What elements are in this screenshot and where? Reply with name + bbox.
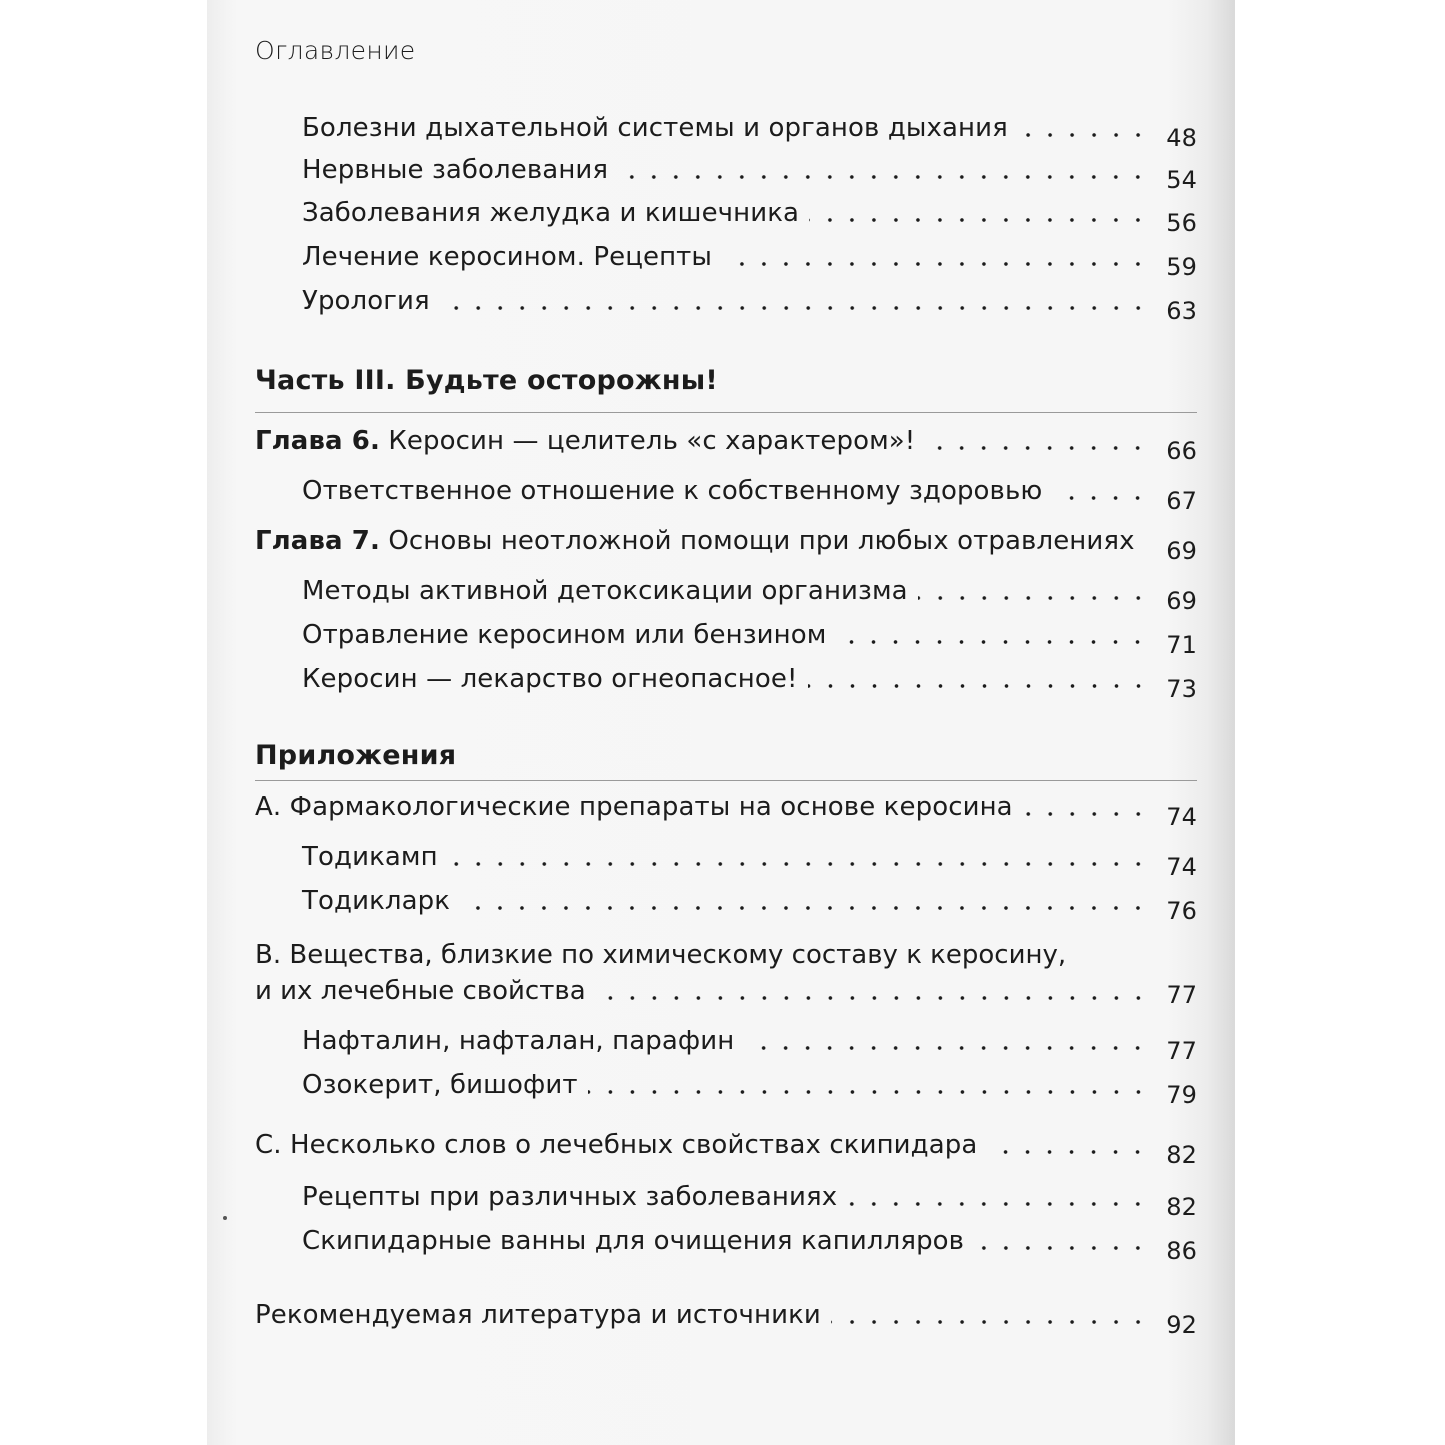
dot-leader [440, 306, 1149, 310]
dot-leader [596, 996, 1149, 1000]
toc-entry-title: Керосин — лекарство огнеопасное! [302, 664, 798, 694]
toc-entry-title: Скипидарные ванны для очищения капилляров [302, 1226, 965, 1256]
toc-entry-title: Тодикларк [302, 886, 451, 916]
toc-entry[interactable] [302, 576, 1197, 615]
dot-leader [1145, 546, 1149, 550]
toc-entry-appendix-a[interactable] [255, 792, 1197, 831]
toc-entry-title: А. Фармакологические препараты на основе керосина [255, 792, 1013, 822]
toc-entry[interactable] [302, 842, 1197, 881]
toc-page-number: 63 [1166, 297, 1197, 325]
chapter-label: Глава 7. [255, 526, 380, 556]
toc-entry[interactable] [302, 113, 1197, 152]
toc-entry[interactable] [302, 242, 1197, 281]
toc-entry-title: Заболевания желудка и кишечника [302, 198, 800, 228]
toc-page-number: 76 [1166, 897, 1197, 925]
toc-entry-title: Озокерит, бишофит [302, 1070, 578, 1100]
dot-leader [836, 640, 1149, 644]
toc-page-number: 82 [1166, 1193, 1197, 1221]
toc-page-number: 54 [1166, 166, 1197, 194]
toc-page-number: 77 [1166, 1037, 1197, 1065]
toc-page-number: 59 [1166, 253, 1197, 281]
toc-page-number: 71 [1166, 631, 1197, 659]
toc-entry[interactable] [302, 1026, 1197, 1065]
toc-entry-title: Болезни дыхательной системы и органов дыхания [302, 113, 1008, 143]
toc-entry[interactable] [302, 1226, 1197, 1265]
dot-leader [448, 862, 1149, 866]
dot-leader [1052, 496, 1149, 500]
chapter-title: Основы неотложной помощи при любых отравлениях [379, 526, 1135, 556]
toc-entry-title: Рецепты при различных заболеваниях [302, 1182, 838, 1212]
toc-entry-chapter-7[interactable] [255, 526, 1197, 565]
paper-speck [223, 1216, 227, 1220]
toc-entry-title: Тодикамп [302, 842, 438, 872]
dot-leader [722, 262, 1149, 266]
toc-entry-title: Урология [302, 286, 430, 316]
toc-entry-title-line1: В. Вещества, близкие по химическому составу к керосину, [255, 940, 1067, 970]
dot-leader [744, 1046, 1149, 1050]
toc-page-number: 79 [1166, 1081, 1197, 1109]
toc-entry-chapter-6[interactable] [255, 426, 1197, 465]
dot-leader [831, 1320, 1149, 1324]
toc-page-number: 69 [1166, 537, 1197, 565]
toc-page-number: 92 [1166, 1311, 1197, 1339]
dot-leader [1023, 812, 1149, 816]
toc-entry-references[interactable] [255, 1300, 1197, 1339]
dot-leader [460, 906, 1149, 910]
running-head: Оглавление [255, 36, 416, 65]
toc-entry-title [255, 426, 915, 456]
toc-page-number: 67 [1166, 487, 1197, 515]
toc-entry[interactable] [302, 664, 1197, 703]
toc-entry-title: С. Несколько слов о лечебных свойствах скипидара [255, 1130, 978, 1160]
toc-page-number: 74 [1166, 853, 1197, 881]
toc-entry-appendix-c[interactable] [255, 1130, 1197, 1169]
dot-leader [987, 1150, 1149, 1154]
dot-leader [809, 218, 1149, 222]
chapter-title: Керосин — целитель «с характером»! [379, 426, 916, 456]
dot-leader [974, 1246, 1149, 1250]
toc-page-number: 56 [1166, 209, 1197, 237]
toc-page-number: 82 [1166, 1141, 1197, 1169]
divider [255, 412, 1197, 413]
appendix-heading: Приложения [255, 740, 457, 771]
toc-page-number: 74 [1166, 803, 1197, 831]
toc-entry[interactable] [302, 1070, 1197, 1109]
toc-page-number: 73 [1166, 675, 1197, 703]
toc-page-number: 66 [1166, 437, 1197, 465]
toc-entry-title: Нервные заболевания [302, 155, 609, 185]
dot-leader [847, 1202, 1149, 1206]
toc-page-number: 69 [1166, 587, 1197, 615]
toc-entry[interactable] [302, 198, 1197, 237]
toc-entry-title: Отравление керосином или бензином [302, 620, 827, 650]
toc-entry[interactable] [302, 476, 1197, 515]
toc-page-number: 77 [1166, 981, 1197, 1009]
toc-entry-title: Нафталин, нафталан, парафин [302, 1026, 735, 1056]
toc-entry-title [255, 526, 1135, 556]
toc-entry-title-line2: и их лечебные свойства [255, 976, 586, 1006]
toc-entry[interactable] [302, 155, 1197, 194]
toc-entry[interactable] [302, 886, 1197, 925]
toc-entry-title: Ответственное отношение к собственному здоровью [302, 476, 1043, 506]
toc-entry[interactable] [302, 620, 1197, 659]
chapter-label: Глава 6. [255, 426, 380, 456]
toc-entry-title: Лечение керосином. Рецепты [302, 242, 713, 272]
dot-leader [925, 446, 1149, 450]
part-heading: Часть III. Будьте осторожны! [255, 365, 718, 396]
dot-leader [618, 175, 1149, 179]
book-page [207, 0, 1235, 1445]
toc-entry[interactable] [302, 1182, 1197, 1221]
toc-page-number: 48 [1166, 124, 1197, 152]
dot-leader [808, 684, 1150, 688]
toc-entry-title: Методы активной детоксикации организма [302, 576, 908, 606]
dot-leader [1018, 133, 1149, 137]
dot-leader [918, 596, 1149, 600]
toc-entry[interactable] [302, 286, 1197, 325]
toc-entry-title: Рекомендуемая литература и источники [255, 1300, 821, 1330]
divider [255, 780, 1197, 781]
toc-page-number: 86 [1166, 1237, 1197, 1265]
dot-leader [588, 1090, 1149, 1094]
toc-entry-appendix-b[interactable] [255, 940, 1197, 1009]
